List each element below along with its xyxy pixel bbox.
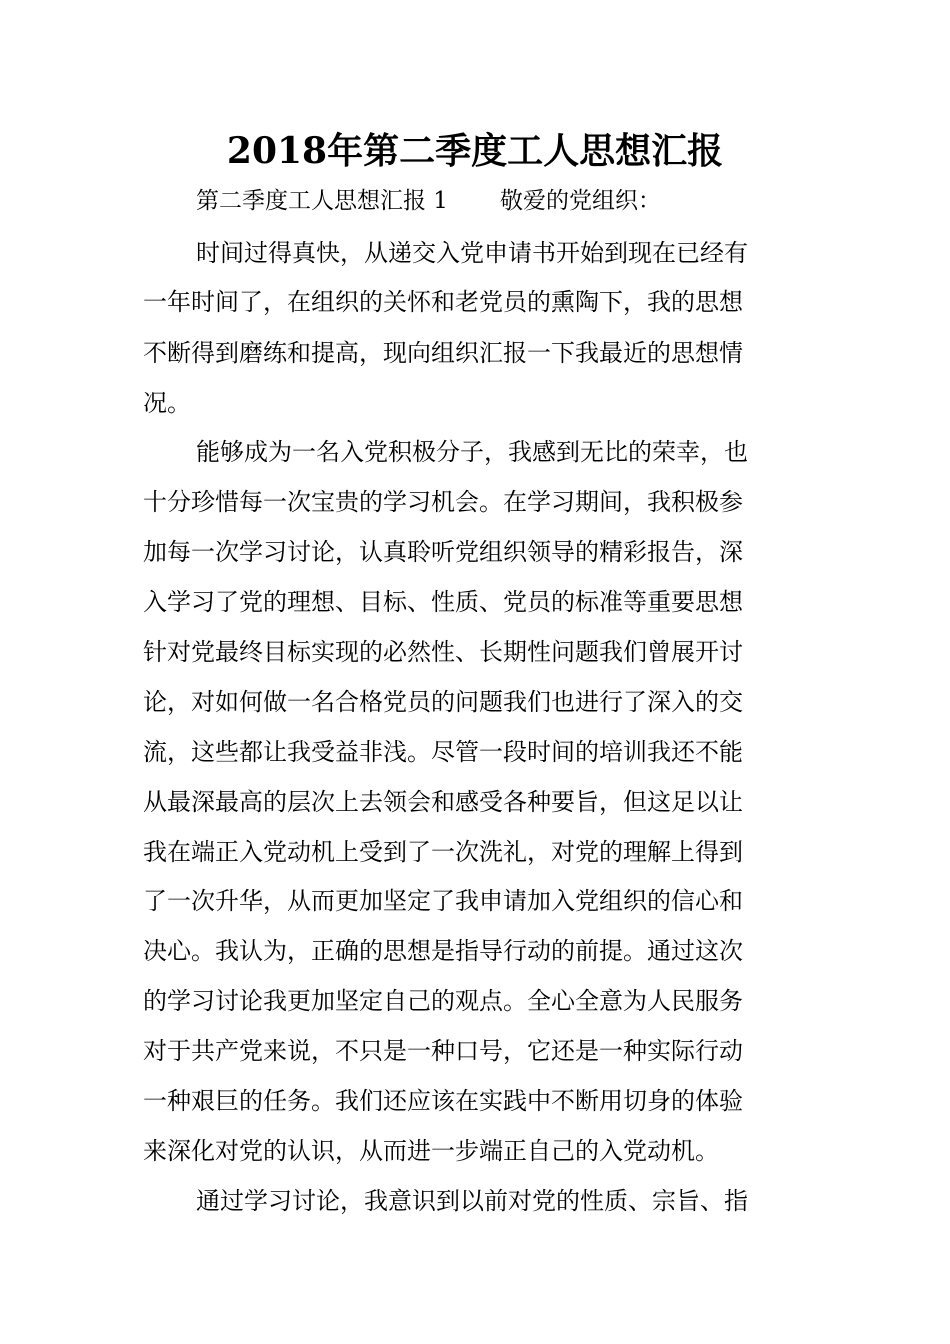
paragraph-line: 能够成为一名入党积极分子，我感到无比的荣幸，也 [196, 438, 748, 466]
paragraph-line: 况。 [143, 389, 191, 417]
paragraph-line: 通过学习讨论，我意识到以前对党的性质、宗旨、指 [196, 1187, 748, 1215]
paragraph-line: 一种艰巨的任务。我们还应该在实践中不断用切身的体验 [143, 1087, 743, 1115]
paragraph-line: 的学习讨论我更加坚定自己的观点。全心全意为人民服务 [143, 987, 743, 1015]
paragraph-line: 一年时间了，在组织的关怀和老党员的熏陶下，我的思想 [143, 288, 743, 316]
paragraph-line: 从最深最高的层次上去领会和感受各种要旨，但这足以让 [143, 788, 743, 816]
paragraph-line: 不断得到磨练和提高，现向组织汇报一下我最近的思想情 [143, 339, 743, 367]
paragraph-line: 决心。我认为，正确的思想是指导行动的前提。通过这次 [143, 937, 743, 965]
salutation-text: 敬爱的党组织： [499, 188, 661, 214]
paragraph-line: 我在端正入党动机上受到了一次洗礼，对党的理解上得到 [143, 838, 743, 866]
paragraph-line: 论，对如何做一名合格党员的问题我们也进行了深入的交 [143, 688, 743, 716]
document-subheading [196, 184, 661, 218]
paragraph-line: 加每一次学习讨论，认真聆听党组织领导的精彩报告，深 [143, 538, 743, 566]
paragraph-line: 来深化对党的认识，从而进一步端正自己的入党动机。 [143, 1137, 719, 1165]
paragraph-line: 对于共产党来说，不只是一种口号，它还是一种实际行动 [143, 1037, 743, 1065]
paragraph-line: 流，这些都让我受益非浅。尽管一段时间的培训我还不能 [143, 738, 743, 766]
paragraph-line: 时间过得真快，从递交入党申请书开始到现在已经有 [196, 239, 748, 267]
document-title: 2018年第二季度工人思想汇报 [226, 130, 724, 172]
paragraph-line: 针对党最终目标实现的必然性、长期性问题我们曾展开讨 [143, 638, 743, 666]
paragraph-line: 十分珍惜每一次宝贵的学习机会。在学习期间，我积极参 [143, 488, 743, 516]
subheading-text: 第二季度工人思想汇报 1 [196, 188, 448, 214]
paragraph-line: 了一次升华，从而更加坚定了我申请加入党组织的信心和 [143, 887, 743, 915]
paragraph-line: 入学习了党的理想、目标、性质、党员的标准等重要思想 [143, 588, 743, 616]
